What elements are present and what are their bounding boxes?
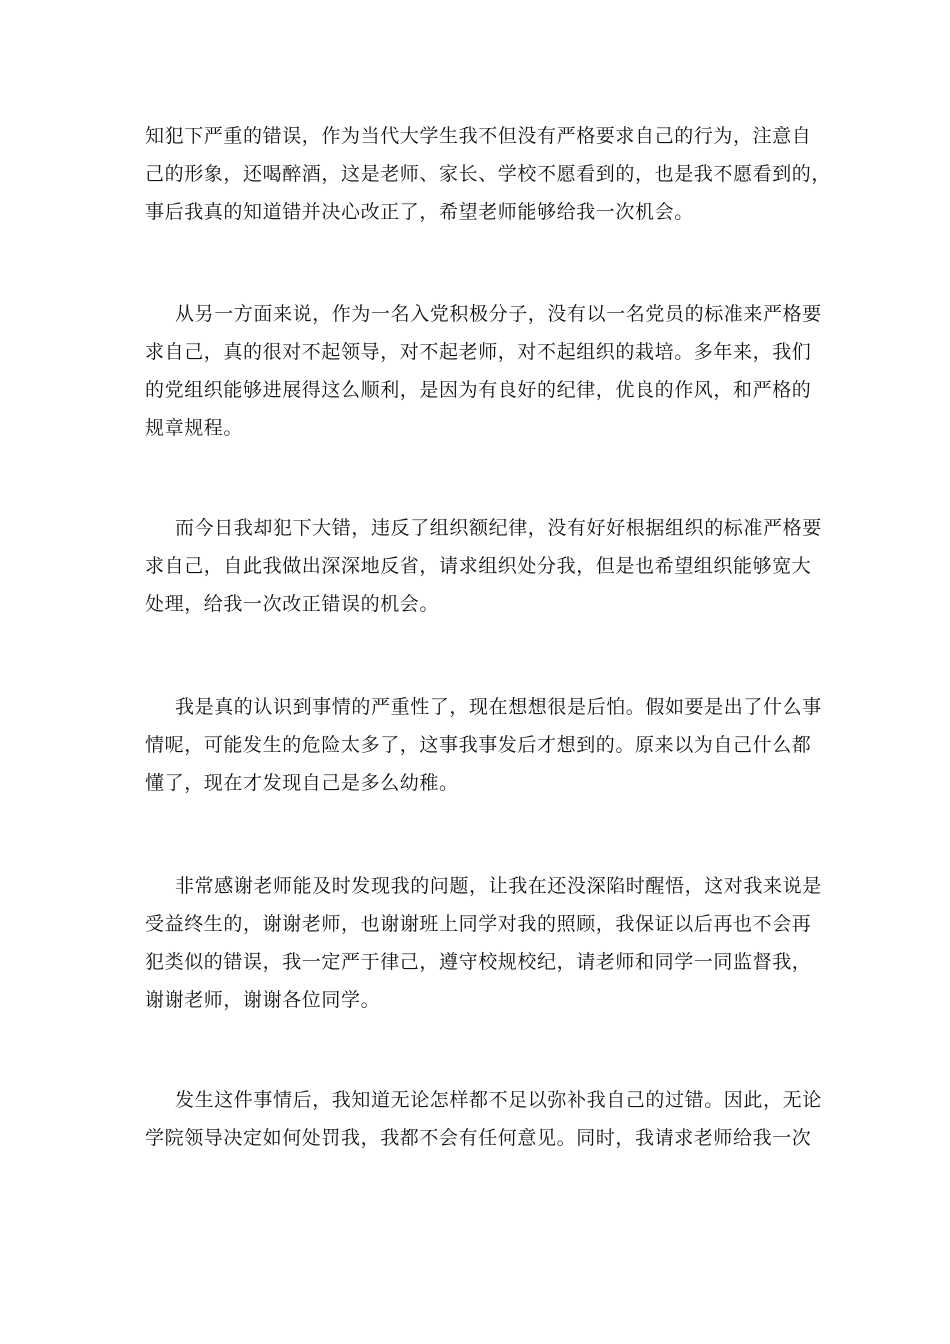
paragraph-line: 知犯下严重的错误，作为当代大学生我不但没有严格要求自己的行为，注意自: [145, 125, 812, 147]
paragraph-4: [145, 688, 822, 802]
paragraph-2: [145, 295, 822, 447]
paragraph-1: [145, 117, 832, 231]
paragraph-line: 犯类似的错误，我一定严于律己，遵守校规校纪，请老师和同学一同监督我，: [145, 951, 812, 973]
paragraph-6: [145, 1081, 822, 1157]
paragraph-line: 的党组织能够进展得这么顺利，是因为有良好的纪律，优良的作风，和严格的: [145, 379, 812, 401]
paragraph-line: 而今日我却犯下大错，违反了组织额纪律，没有好好根据组织的标准严格要: [175, 517, 822, 539]
paragraph-line: 处理，给我一次改正错误的机会。: [145, 593, 440, 615]
paragraph-line: 发生这件事情后，我知道无论怎样都不足以弥补我自己的过错。因此，无论: [175, 1089, 822, 1111]
paragraph-line: 事后我真的知道错并决心改正了，希望老师能够给我一次机会。: [145, 201, 694, 223]
paragraph-line: 懂了，现在才发现自己是多么幼稚。: [145, 772, 459, 794]
paragraph-line: 情呢，可能发生的危险太多了，这事我事发后才想到的。原来以为自己什么都: [145, 734, 812, 756]
paragraph-line: 谢谢老师，谢谢各位同学。: [145, 989, 381, 1011]
paragraph-line: 学院领导决定如何处罚我，我都不会有任何意见。同时，我请求老师给我一次: [145, 1127, 812, 1149]
paragraph-line: 己的形象，还喝醉酒，这是老师、家长、学校不愿看到的，也是我不愿看到的，: [145, 163, 832, 185]
paragraph-line: 从另一方面来说，作为一名入党积极分子，没有以一名党员的标准来严格要: [175, 303, 822, 325]
paragraph-line: 受益终生的，谢谢老师，也谢谢班上同学对我的照顾，我保证以后再也不会再: [145, 913, 812, 935]
paragraph-line: 求自己，真的很对不起领导，对不起老师，对不起组织的栽培。多年来，我们: [145, 341, 812, 363]
paragraph-3: [145, 509, 822, 623]
paragraph-5: [145, 867, 822, 1019]
paragraph-line: 求自己，自此我做出深深地反省，请求组织处分我，但是也希望组织能够宽大: [145, 555, 812, 577]
paragraph-line: 我是真的认识到事情的严重性了，现在想想很是后怕。假如要是出了什么事: [175, 696, 822, 718]
paragraph-line: 非常感谢老师能及时发现我的问题，让我在还没深陷时醒悟，这对我来说是: [175, 875, 822, 897]
paragraph-line: 规章规程。: [145, 417, 244, 439]
